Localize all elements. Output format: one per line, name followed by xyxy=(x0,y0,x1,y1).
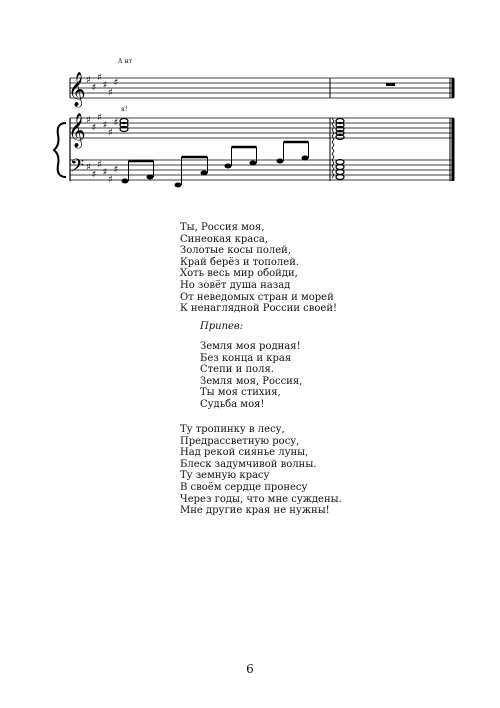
lyric-line: Край берёз и тополей. xyxy=(180,256,300,268)
sharp-icon: ♯ xyxy=(108,174,113,186)
key-signature-sharps xyxy=(86,73,118,186)
chorus-lines xyxy=(200,341,302,411)
lyric-line: Ты, Россия моя, xyxy=(180,222,265,233)
lyric-line: Блеск задумчивой волны. xyxy=(180,458,317,470)
bass-clef-icon: 𝄢 xyxy=(70,156,85,181)
sharp-icon: ♯ xyxy=(86,75,91,86)
lyric-line: Но зовёт душа назад xyxy=(180,279,291,291)
lyric-line: Хоть весь мир обойди, xyxy=(180,268,298,280)
sharp-icon: ♯ xyxy=(113,164,119,176)
lyric-line: Степи и поля. xyxy=(200,364,274,376)
arpeggio-mark xyxy=(332,118,334,178)
treble-chord xyxy=(120,119,128,132)
lyric-line: Мне другие края не нужны! xyxy=(180,505,330,517)
dynamic-mark: я! xyxy=(121,106,128,113)
note-head xyxy=(277,159,284,164)
lyric-line: В своём сердце пронесу xyxy=(180,481,308,493)
lyric-line: Ты моя стихия, xyxy=(200,387,281,399)
lyric-line: Золотые косы полей, xyxy=(180,245,292,257)
sharp-icon: ♯ xyxy=(91,122,97,134)
lyric-line: Ту тропинку в лесу, xyxy=(180,424,285,435)
sharp-icon: ♯ xyxy=(102,80,108,91)
sharp-icon: ♯ xyxy=(91,169,97,181)
sharp-icon: ♯ xyxy=(113,77,119,89)
sharp-icon: ♯ xyxy=(97,72,102,84)
note-head xyxy=(250,161,257,166)
sharp-icon: ♯ xyxy=(102,167,108,178)
tempo-mark: A нт xyxy=(118,58,133,65)
verse-2 xyxy=(180,424,342,517)
lyric-line: Ту земную красу xyxy=(180,470,270,482)
piano-brace xyxy=(54,123,66,177)
whole-rest xyxy=(386,83,395,86)
lyric-line: К ненаглядной России своей! xyxy=(180,303,338,315)
verse-1 xyxy=(180,222,337,315)
treble-clef-icon: 𝄞 xyxy=(68,72,86,107)
lyric-line: Синеокая краса, xyxy=(180,233,268,245)
note-head xyxy=(201,171,208,176)
note-head xyxy=(175,183,182,188)
note-head xyxy=(147,175,154,180)
bass-chord-final xyxy=(336,160,344,180)
lyric-line: Предрассветную росу, xyxy=(180,435,300,447)
sharp-icon: ♯ xyxy=(97,112,102,124)
music-score xyxy=(0,0,500,200)
sharp-icon: ♯ xyxy=(86,115,91,126)
lyric-line: Без конца и края xyxy=(200,352,292,364)
chorus-label: Припев: xyxy=(200,321,244,332)
note-head xyxy=(122,179,129,184)
sharp-icon: ♯ xyxy=(102,120,108,131)
note-head xyxy=(225,164,232,169)
note-head xyxy=(302,156,309,161)
lyric-line: Земля моя, Россия, xyxy=(200,375,303,387)
lyric-line: Судьба моя! xyxy=(200,398,265,410)
sharp-icon: ♯ xyxy=(86,162,91,173)
treble-clef-icon: 𝄞 xyxy=(68,113,86,148)
lyric-line: От неведомых стран и морей xyxy=(180,291,334,303)
sharp-icon: ♯ xyxy=(97,159,102,171)
sharp-icon: ♯ xyxy=(91,82,97,94)
lyric-line: Через годы, что мне суждены. xyxy=(180,493,342,505)
treble-chord-final xyxy=(336,119,344,140)
page-number: 6 xyxy=(246,662,254,676)
sharp-icon: ♯ xyxy=(108,127,113,139)
sharp-icon: ♯ xyxy=(113,117,119,129)
sharp-icon: ♯ xyxy=(108,87,113,99)
lyric-line: Земля моя родная! xyxy=(200,341,301,352)
lyric-line: Над рекой сиянье луны, xyxy=(180,447,309,459)
